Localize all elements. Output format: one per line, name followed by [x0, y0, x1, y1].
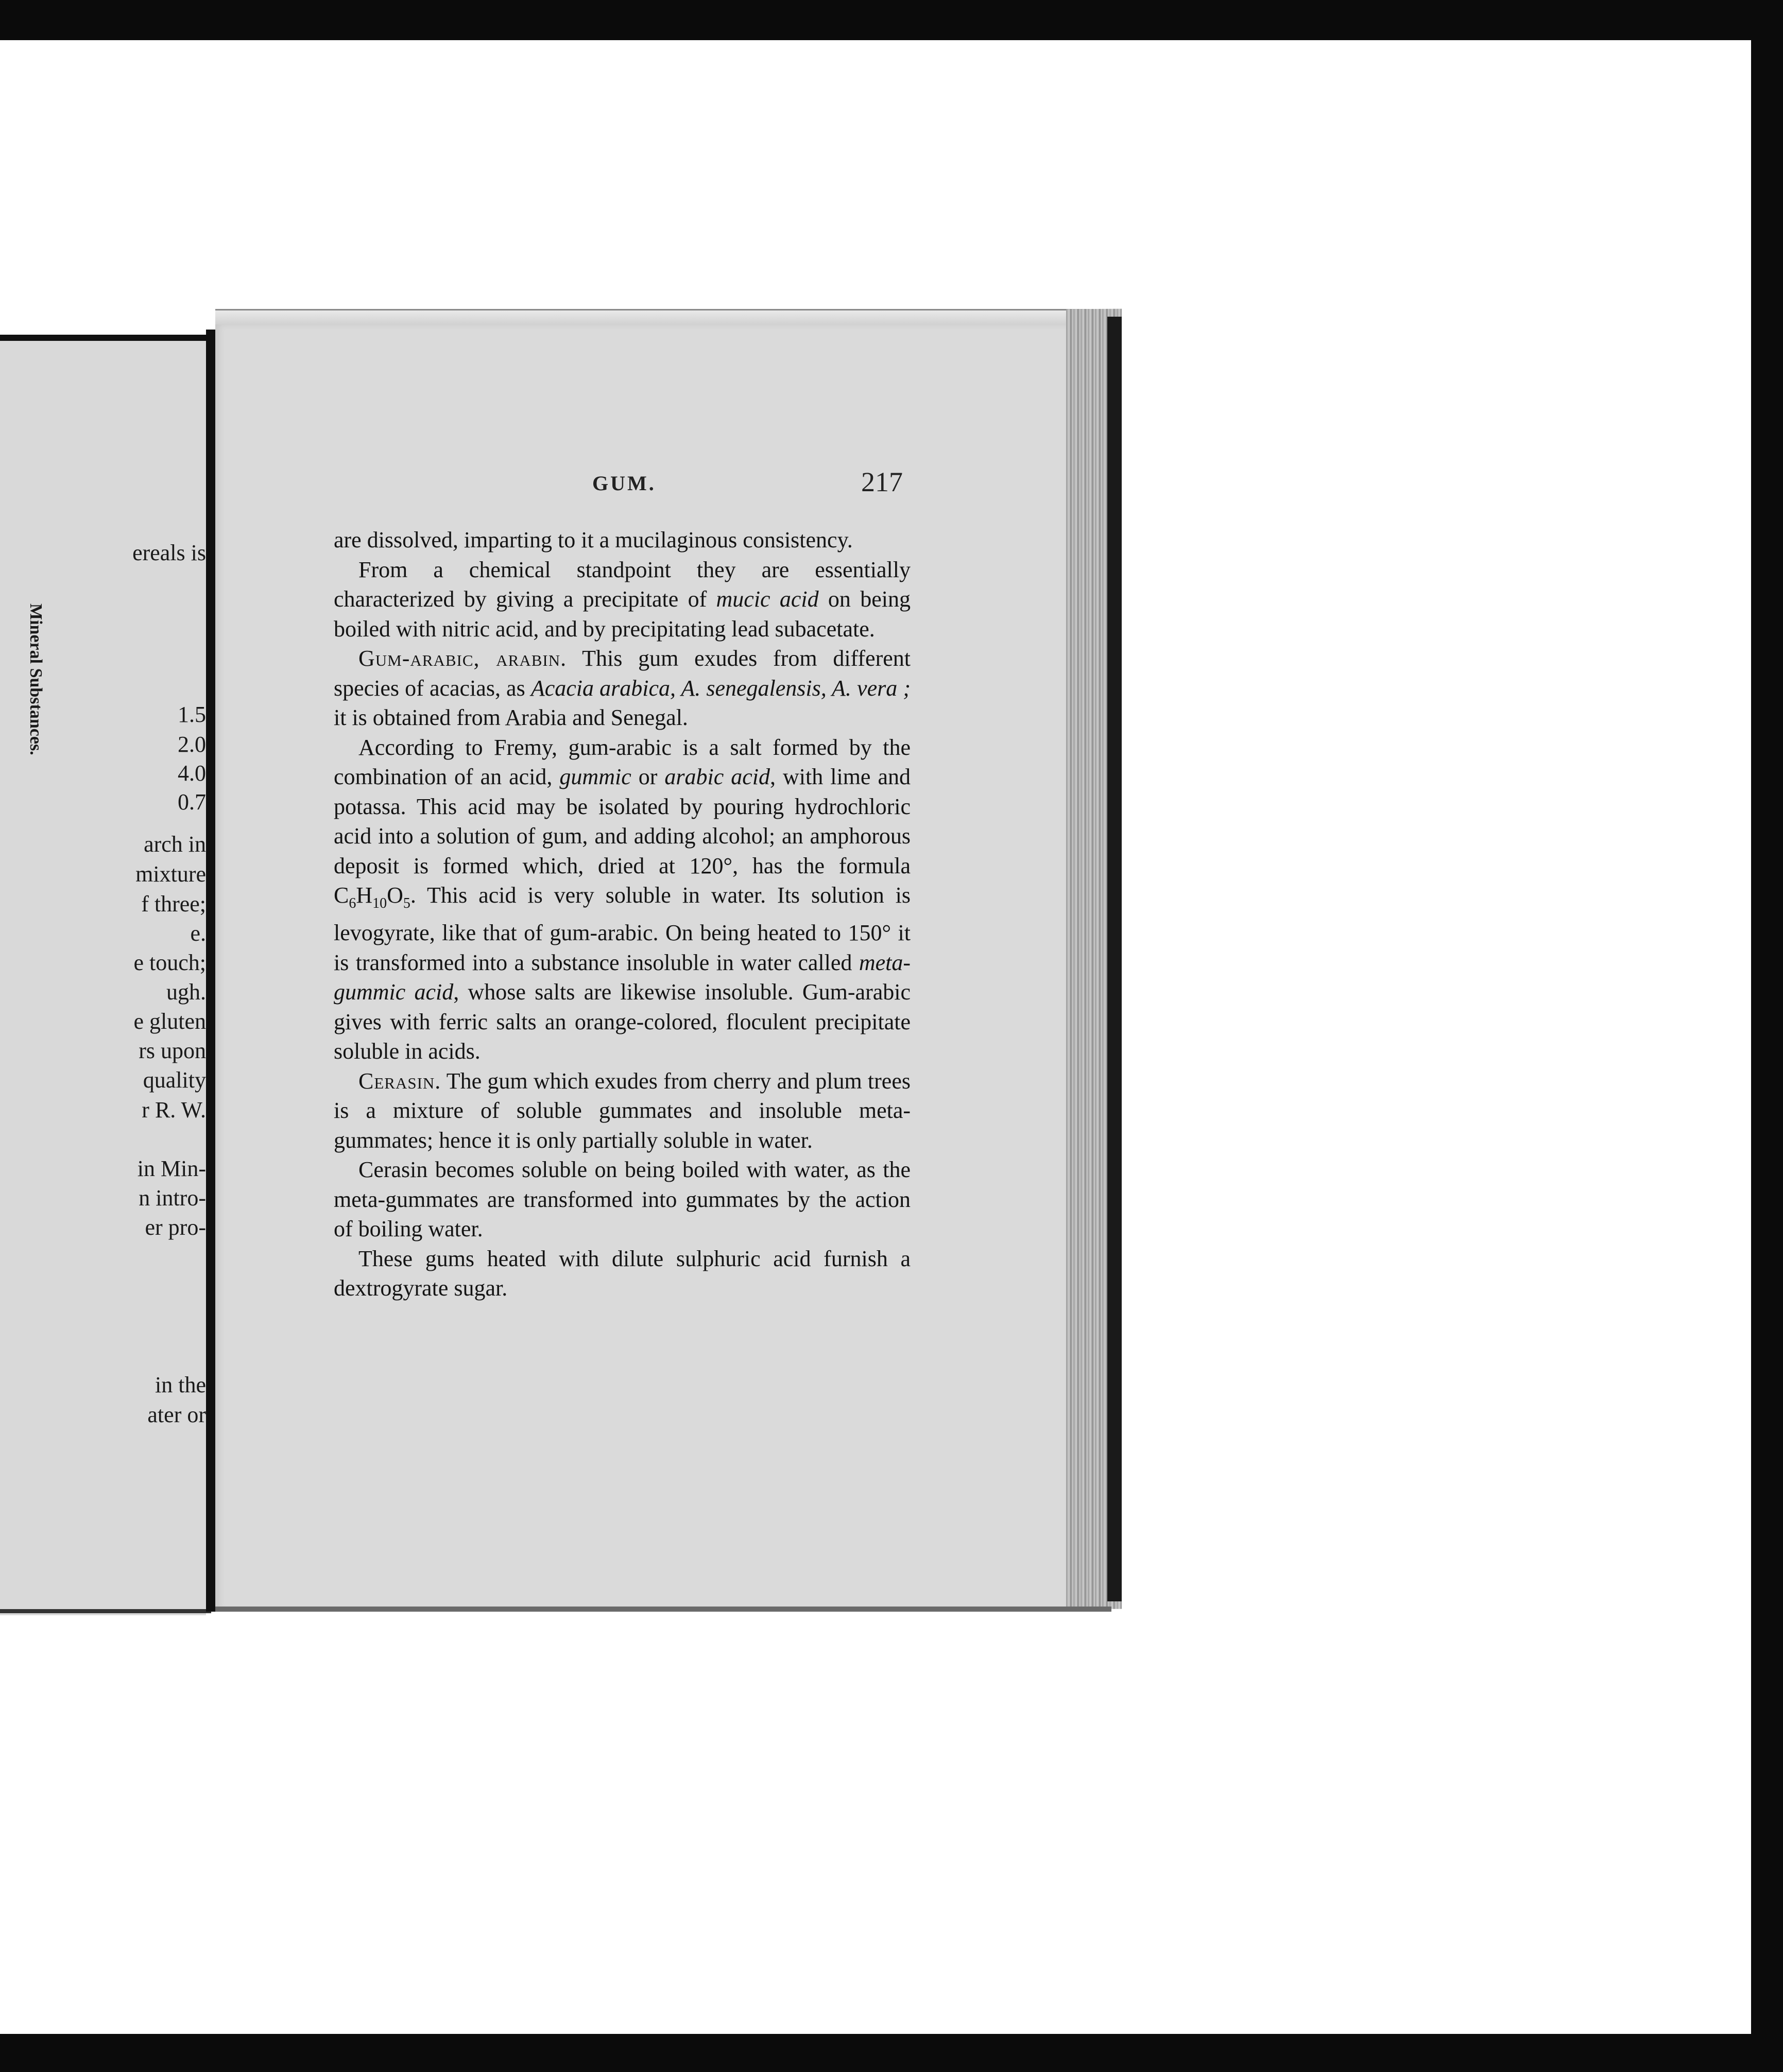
paragraph: [334, 555, 911, 644]
paragraph: [334, 733, 911, 1066]
book-gutter: [206, 330, 215, 1612]
left-page-line: mixture: [135, 861, 206, 887]
paragraph-text: According to Fremy, gum-arabic is a salt formed by the combination of an acid,: [334, 734, 911, 789]
table-value: 1.5: [178, 702, 206, 727]
left-page-line: e.: [190, 921, 206, 946]
page-top-edge: [215, 309, 1091, 326]
paragraph: [334, 1066, 911, 1155]
paragraph-text: These gums heated with dilute sulphuric acid furnish a dextrogyrate sugar.: [334, 1246, 911, 1301]
left-page-line: n intro-: [139, 1185, 206, 1211]
paragraph-text: , with lime and potassa. This acid may be isolated by pouring hydrochloric acid into a solution of gum, and adding alcohol; an amphorous deposit is formed which, dried at 120°, has the formula C: [334, 764, 911, 908]
left-page-edge: [0, 1609, 211, 1613]
left-page-line: f three;: [141, 891, 206, 917]
italic-term: mucic acid: [716, 586, 819, 612]
italic-term: arabic acid: [664, 764, 770, 789]
paragraph: [334, 525, 911, 555]
paragraph-text: The gum which exudes from cherry and plum trees is a mixture of soluble gummates and insoluble meta-gummates; hence it is only partially soluble in water.: [334, 1068, 911, 1153]
italic-term: meta-gummic acid: [334, 949, 911, 1005]
formula-subscript: 10: [372, 895, 387, 911]
paragraph-text: it is obtained from Arabia and Senegal.: [334, 705, 688, 730]
paragraph-text: are dissolved, imparting to it a mucilaginous consistency.: [334, 527, 853, 552]
table-value: 2.0: [178, 732, 206, 757]
scan-border-right: [1751, 40, 1783, 2069]
column-header-mineral: Mineral Substances.: [26, 603, 45, 755]
running-head: GUM.: [592, 472, 656, 495]
page-bottom-edge: [215, 1607, 1111, 1612]
left-page-line: quality: [143, 1067, 206, 1093]
paragraph: [334, 644, 911, 733]
paragraph-text: , whose salts are likewise insoluble. Gum-arabic gives with ferric salts an orange-colored, floculent precipitate soluble in acids.: [334, 979, 911, 1064]
formula-element: H: [356, 883, 373, 908]
page-number: 217: [861, 467, 903, 497]
paragraph-text: . This acid is very soluble in water. Its solution is levogyrate, like that of gum-arabic. On being heated to 150° it is transformed into a substance insoluble in water called: [334, 883, 911, 975]
left-page-line: ereals is: [132, 540, 206, 565]
paragraph-text: This gum exudes from different species of acacias, as: [334, 646, 911, 701]
paragraph: [334, 1244, 911, 1303]
left-page-line: r R. W.: [142, 1097, 206, 1123]
left-page-line: rs upon: [139, 1038, 206, 1063]
body-text: [334, 525, 911, 1303]
section-heading: Gum-arabic, arabin.: [358, 646, 567, 671]
paragraph-text: or: [631, 764, 665, 789]
section-heading: Cerasin.: [358, 1068, 441, 1094]
paragraph: [334, 1155, 911, 1244]
left-page-line: in Min-: [137, 1156, 206, 1181]
left-page-line: er pro-: [145, 1215, 206, 1240]
paragraph-text: on being boiled with nitric acid, and by precipitating lead subacetate.: [334, 586, 911, 642]
italic-term: Acacia arabica, A. senegalensis, A. vera ;: [530, 675, 911, 701]
table-value: 4.0: [178, 761, 206, 786]
formula-element: O: [387, 883, 403, 908]
paragraph-text: From a chemical standpoint they are essentially characterized by giving a precipitate of: [334, 557, 911, 612]
left-page-line: in the: [155, 1372, 206, 1397]
left-page-line: e touch;: [133, 950, 206, 975]
formula-subscript: 5: [403, 895, 410, 911]
left-page-line: arch in: [144, 832, 206, 857]
left-page-line: ater or: [147, 1402, 206, 1427]
italic-term: gummic: [559, 764, 631, 789]
left-page-line: ugh.: [166, 979, 206, 1005]
left-page-line: e gluten: [133, 1009, 206, 1034]
paragraph-text: Cerasin becomes soluble on being boiled with water, as the meta-gummates are transformed into gummates by the action of boiling water.: [334, 1157, 911, 1242]
scan-border-bottom: [0, 2034, 1783, 2072]
table-value: 0.7: [178, 789, 206, 815]
book-cover-edge: [1107, 317, 1122, 1601]
formula-subscript: 6: [349, 895, 356, 911]
